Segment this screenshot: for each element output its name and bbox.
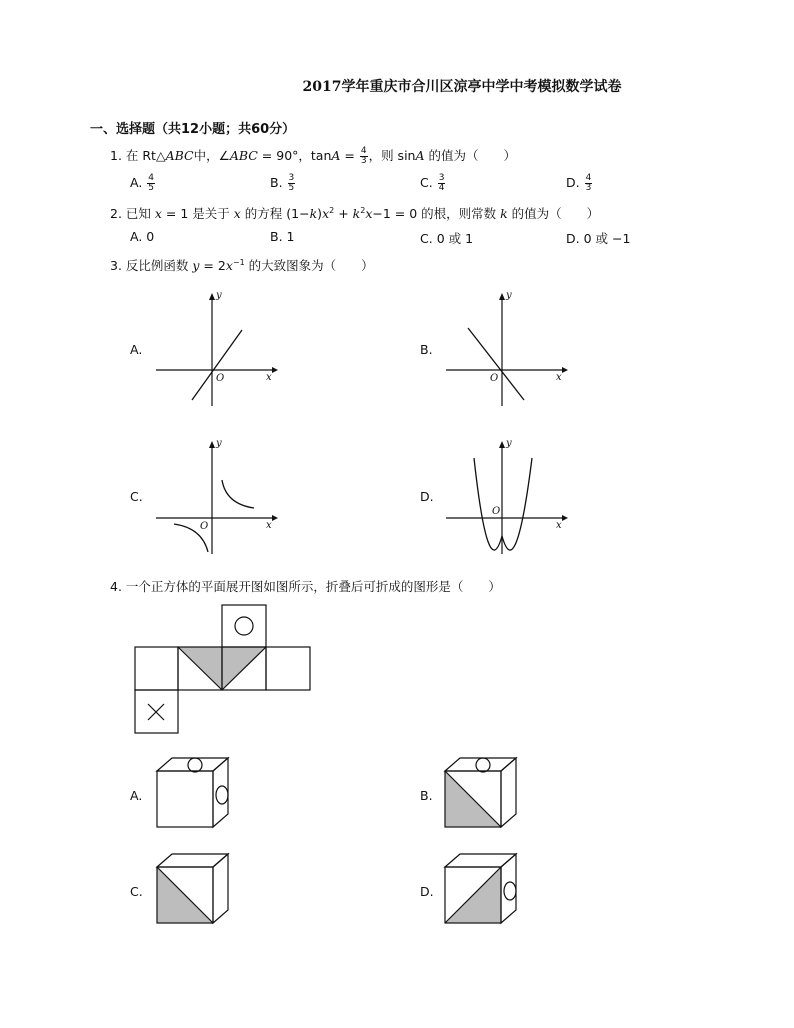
x-arrow-icon: [562, 367, 568, 373]
q4-cube-d: [444, 853, 526, 925]
graph-line: [192, 330, 242, 400]
y-label: y: [506, 438, 512, 449]
q1-text: = 90°，tan: [257, 148, 332, 163]
x-arrow-icon: [272, 515, 278, 521]
x-label: x: [556, 372, 562, 383]
graph-line: [468, 328, 524, 400]
circle-icon: [504, 882, 516, 900]
x-arrow-icon: [272, 367, 278, 373]
q3-graph-b: [440, 288, 570, 413]
origin-label: O: [490, 373, 499, 384]
q1-option-a[interactable]: A. $\frac{4}{5}$: [130, 173, 155, 193]
origin-label: O: [200, 521, 209, 532]
q1-text: ，则 sin: [368, 148, 416, 163]
q3-option-d-label[interactable]: D.: [420, 489, 434, 504]
q1-text: 的值为（ ）: [424, 148, 516, 163]
x-label: x: [266, 372, 272, 383]
q1-option-c[interactable]: C. $\frac{3}{4}$: [420, 173, 445, 193]
q1-math: ABC: [229, 148, 258, 163]
circle-icon: [235, 617, 253, 635]
cube-top: [157, 854, 228, 867]
net-face: [266, 647, 310, 690]
q1-text: 1. 在 Rt△: [110, 148, 166, 163]
section-heading: 一、选择题（共12小题；共60分）: [90, 122, 296, 137]
q1-option-b[interactable]: B. $\frac{3}{5}$: [270, 173, 295, 193]
question-3-stem: 3. 反比例函数 $y = 2x^{-1}$ 的大致图象为（ ）: [110, 257, 374, 273]
x-label: x: [556, 520, 562, 531]
y-label: y: [216, 438, 222, 449]
circle-icon: [476, 758, 490, 772]
q4-option-b-label[interactable]: B.: [420, 788, 433, 803]
q4-cube-b: [444, 757, 526, 829]
question-2-stem: 2. 已知 x = 1 是关于 x 的方程 $(1-k)x^2 + k^2x-1 = 0$ 的根，则常数 k 的值为（ ）: [110, 205, 600, 221]
hyperbola-branch-1: [222, 480, 254, 508]
cube-side: [501, 854, 516, 923]
q4-cube-a: [156, 757, 238, 829]
q1-math: A: [415, 148, 425, 163]
q3-graph-a: [150, 288, 280, 413]
origin-label: O: [216, 373, 225, 384]
net-face-top: [222, 605, 266, 647]
y-arrow-icon: [499, 441, 505, 448]
y-arrow-icon: [209, 293, 215, 300]
q3-option-a-label[interactable]: A.: [130, 342, 143, 357]
cube-top: [445, 854, 516, 867]
circle-icon: [216, 786, 228, 804]
parabola: [474, 458, 532, 550]
page-title: 2017学年重庆市合川区涼亭中学中考模拟数学试卷: [302, 79, 622, 95]
cube-side: [501, 758, 516, 827]
q2-option-c[interactable]: C. 0 或 1: [420, 231, 474, 246]
q2-option-d[interactable]: D. 0 或 −1: [566, 231, 631, 246]
cube-top: [445, 758, 516, 771]
x-arrow-icon: [562, 515, 568, 521]
x-label: x: [266, 520, 272, 531]
y-arrow-icon: [209, 441, 215, 448]
net-face: [135, 647, 178, 690]
y-arrow-icon: [499, 293, 505, 300]
q4-option-a-label[interactable]: A.: [130, 788, 143, 803]
cube-side: [213, 854, 228, 923]
q3-graph-c: [150, 436, 280, 561]
cube-side: [213, 758, 228, 827]
q4-option-c-label[interactable]: C.: [130, 884, 143, 899]
q1-option-d[interactable]: D. $\frac{4}{3}$: [566, 173, 592, 193]
y-label: y: [506, 290, 512, 301]
question-1-stem: [110, 146, 516, 166]
q3-option-b-label[interactable]: B.: [420, 342, 433, 357]
y-label: y: [216, 290, 222, 301]
q4-cube-c: [156, 853, 238, 925]
cube-net-figure: [134, 604, 314, 736]
q3-graph-d: [440, 436, 570, 561]
circle-icon: [188, 758, 202, 772]
question-4-stem: 4. 一个正方体的平面展开图如图所示，折叠后可折成的图形是（ ）: [110, 579, 501, 594]
cube-top: [157, 758, 228, 771]
q1-text: =: [340, 148, 359, 163]
q1-math: A: [331, 148, 341, 163]
q4-option-d-label[interactable]: D.: [420, 884, 434, 899]
q1-text: 中，∠: [193, 148, 230, 163]
q1-math: ABC: [165, 148, 194, 163]
cube-front: [157, 771, 213, 827]
q3-option-c-label[interactable]: C.: [130, 489, 143, 504]
q1-fraction: $\frac{4}{3}$: [360, 146, 367, 166]
origin-label: O: [492, 506, 501, 517]
q2-option-a[interactable]: A. 0: [130, 229, 155, 244]
q2-option-b[interactable]: B. 1: [270, 229, 295, 244]
